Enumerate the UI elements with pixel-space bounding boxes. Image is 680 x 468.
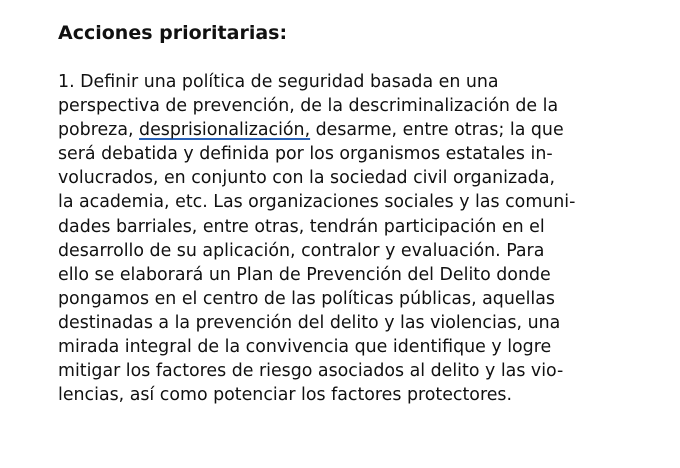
text-line: mitigar los factores de riesgo asociados al delito y las vio- <box>58 361 564 382</box>
text-fragment: desarme, entre otras; la que <box>310 120 564 141</box>
text-line: ello se elaborará un Plan de Prevención del Delito donde <box>58 264 551 285</box>
text-line: desarrollo de su aplicación, contralor y evaluación. Para <box>58 240 545 261</box>
text-line: la academia, etc. Las organizaciones sociales y las comuni- <box>58 192 576 213</box>
text-line: perspectiva de prevención, de la descriminalización de la <box>58 96 559 117</box>
text-fragment: pobreza, <box>58 120 140 141</box>
text-line: volucrados, en conjunto con la sociedad civil organizada, <box>58 168 556 189</box>
paragraph-1 <box>58 70 575 407</box>
text-line: dades barriales, entre otras, tendrán participación en el <box>58 216 545 237</box>
text-line <box>58 118 575 142</box>
text-line: será debatida y definida por los organismos estatales in- <box>58 144 553 165</box>
text-line: 1. Definir una política de seguridad basada en una <box>58 72 499 92</box>
underlined-annotation: desprisionalización, <box>139 120 311 141</box>
text-line: destinadas a la prevención del delito y las violencias, una <box>58 312 561 333</box>
section-heading: Acciones prioritarias: <box>58 22 288 44</box>
text-line: lencias, así como potenciar los factores protectores. <box>58 385 513 406</box>
text-line: mirada integral de la convivencia que identifique y logre <box>58 337 552 358</box>
text-line: pongamos en el centro de las políticas públicas, aquellas <box>58 288 555 309</box>
